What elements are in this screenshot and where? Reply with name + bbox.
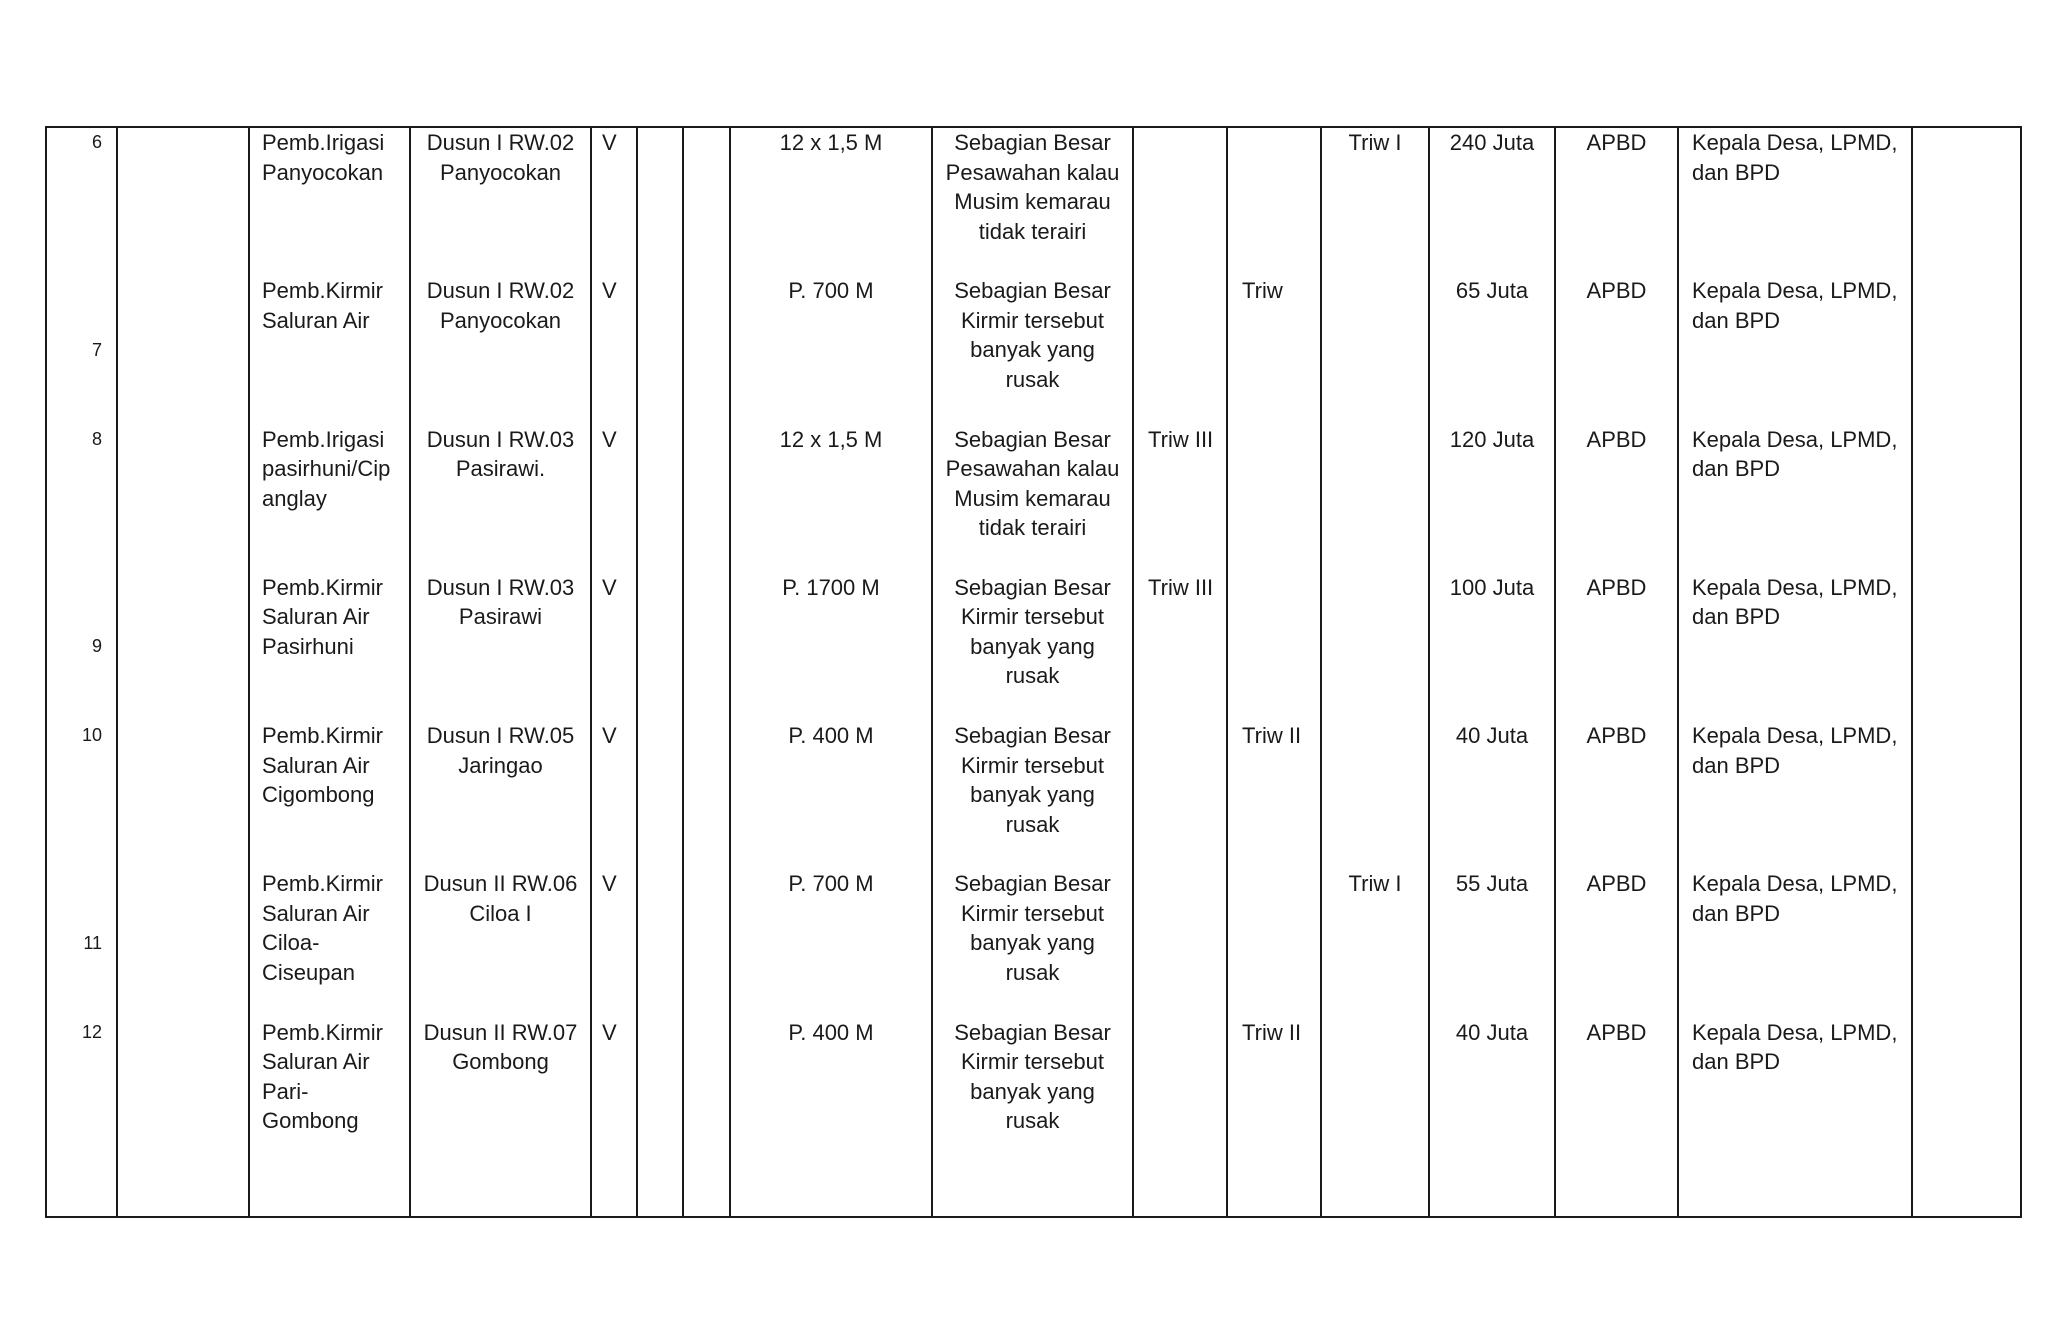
empty-cell (1912, 127, 2021, 276)
check-mark-cell: V (591, 1018, 637, 1166)
funding-source-cell: APBD (1555, 425, 1678, 573)
empty-cell (637, 869, 683, 1017)
empty-cell (932, 1166, 1133, 1217)
funding-source-cell: APBD (1555, 1018, 1678, 1166)
schedule-cell-c (1321, 573, 1429, 721)
budget-cell: 240 Juta (1429, 127, 1555, 276)
budget-cell: 40 Juta (1429, 721, 1555, 869)
activity-cell: Pemb.Kirmir Saluran Air Pari- Gombong (249, 1018, 410, 1166)
empty-cell (1133, 1166, 1227, 1217)
activity-cell: Pemb.Kirmir Saluran Air Cigombong (249, 721, 410, 869)
program-table (45, 126, 2022, 1218)
schedule-cell-a (1133, 1018, 1227, 1166)
empty-cell (637, 1166, 683, 1217)
empty-cell (730, 1166, 932, 1217)
schedule-cell-c (1321, 276, 1429, 424)
schedule-cell-c (1321, 425, 1429, 573)
location-cell: Dusun II RW.06 Ciloa I (410, 869, 591, 1017)
schedule-cell-b (1227, 573, 1321, 721)
schedule-cell-c: Triw I (1321, 869, 1429, 1017)
empty-cell (117, 721, 249, 869)
volume-cell: P. 1700 M (730, 573, 932, 721)
description-cell: Sebagian Besar Kirmir tersebut banyak yang rusak (932, 1018, 1133, 1166)
empty-cell (1912, 1166, 2021, 1217)
empty-cell (683, 425, 730, 573)
empty-cell (1678, 1166, 1912, 1217)
row-number: 10 (46, 721, 117, 869)
activity-cell: Pemb.Kirmir Saluran Air Pasirhuni (249, 573, 410, 721)
table-row (46, 276, 2021, 424)
funding-source-cell: APBD (1555, 276, 1678, 424)
activity-cell: Pemb.Irigasi Panyocokan (249, 127, 410, 276)
table-row (46, 573, 2021, 721)
schedule-cell-b (1227, 425, 1321, 573)
empty-cell (683, 573, 730, 721)
location-cell: Dusun II RW.07 Gombong (410, 1018, 591, 1166)
volume-cell: 12 x 1,5 M (730, 127, 932, 276)
description-cell: Sebagian Besar Kirmir tersebut banyak yang rusak (932, 276, 1133, 424)
funding-source-cell: APBD (1555, 573, 1678, 721)
empty-cell (683, 1018, 730, 1166)
volume-cell: P. 400 M (730, 721, 932, 869)
row-number: 7 (46, 276, 117, 424)
empty-cell (249, 1166, 410, 1217)
budget-cell: 65 Juta (1429, 276, 1555, 424)
budget-cell: 55 Juta (1429, 869, 1555, 1017)
empty-cell (1321, 1166, 1429, 1217)
table-row (46, 127, 2021, 276)
funding-source-cell: APBD (1555, 127, 1678, 276)
empty-cell (1912, 721, 2021, 869)
table-row (46, 869, 2021, 1017)
empty-cell (1912, 276, 2021, 424)
funding-source-cell: APBD (1555, 721, 1678, 869)
schedule-cell-b: Triw (1227, 276, 1321, 424)
description-cell: Sebagian Besar Kirmir tersebut banyak yang rusak (932, 573, 1133, 721)
empty-cell (1227, 1166, 1321, 1217)
budget-cell: 120 Juta (1429, 425, 1555, 573)
implementer-cell: Kepala Desa, LPMD, dan BPD (1678, 1018, 1912, 1166)
empty-cell (410, 1166, 591, 1217)
empty-cell (1912, 573, 2021, 721)
schedule-cell-a (1133, 276, 1227, 424)
empty-cell (117, 1166, 249, 1217)
volume-cell: 12 x 1,5 M (730, 425, 932, 573)
location-cell: Dusun I RW.03 Pasirawi (410, 573, 591, 721)
implementer-cell: Kepala Desa, LPMD, dan BPD (1678, 721, 1912, 869)
schedule-cell-a (1133, 869, 1227, 1017)
empty-cell (117, 276, 249, 424)
empty-cell (117, 869, 249, 1017)
table-row (46, 1018, 2021, 1166)
activity-cell: Pemb.Kirmir Saluran Air Ciloa- Ciseupan (249, 869, 410, 1017)
empty-cell (117, 425, 249, 573)
row-number: 12 (46, 1018, 117, 1166)
schedule-cell-a (1133, 127, 1227, 276)
schedule-cell-b: Triw II (1227, 721, 1321, 869)
location-cell: Dusun I RW.05 Jaringao (410, 721, 591, 869)
empty-cell (637, 573, 683, 721)
empty-cell (46, 1166, 117, 1217)
empty-cell (1912, 869, 2021, 1017)
schedule-cell-b: Triw II (1227, 1018, 1321, 1166)
empty-cell (683, 1166, 730, 1217)
volume-cell: P. 700 M (730, 276, 932, 424)
schedule-cell-b (1227, 127, 1321, 276)
volume-cell: P. 400 M (730, 1018, 932, 1166)
description-cell: Sebagian Besar Pesawahan kalau Musim kemarau tidak terairi (932, 127, 1133, 276)
budget-cell: 40 Juta (1429, 1018, 1555, 1166)
empty-cell (117, 1018, 249, 1166)
location-cell: Dusun I RW.03 Pasirawi. (410, 425, 591, 573)
row-number: 8 (46, 425, 117, 573)
schedule-cell-a: Triw III (1133, 425, 1227, 573)
schedule-cell-c: Triw I (1321, 127, 1429, 276)
empty-cell (637, 276, 683, 424)
empty-cell (637, 721, 683, 869)
empty-cell (591, 1166, 637, 1217)
schedule-cell-c (1321, 721, 1429, 869)
check-mark-cell: V (591, 721, 637, 869)
empty-cell (1912, 1018, 2021, 1166)
check-mark-cell: V (591, 869, 637, 1017)
row-number: 11 (46, 869, 117, 1017)
implementer-cell: Kepala Desa, LPMD, dan BPD (1678, 276, 1912, 424)
implementer-cell: Kepala Desa, LPMD, dan BPD (1678, 127, 1912, 276)
schedule-cell-a: Triw III (1133, 573, 1227, 721)
funding-source-cell: APBD (1555, 869, 1678, 1017)
check-mark-cell: V (591, 573, 637, 721)
schedule-cell-b (1227, 869, 1321, 1017)
check-mark-cell: V (591, 276, 637, 424)
empty-cell (683, 869, 730, 1017)
empty-cell (1912, 425, 2021, 573)
location-cell: Dusun I RW.02 Panyocokan (410, 127, 591, 276)
schedule-cell-a (1133, 721, 1227, 869)
check-mark-cell: V (591, 127, 637, 276)
empty-cell (683, 721, 730, 869)
empty-cell (1555, 1166, 1678, 1217)
activity-cell: Pemb.Irigasi pasirhuni/Cip anglay (249, 425, 410, 573)
empty-cell (683, 127, 730, 276)
volume-cell: P. 700 M (730, 869, 932, 1017)
empty-cell (637, 127, 683, 276)
empty-cell (683, 276, 730, 424)
description-cell: Sebagian Besar Kirmir tersebut banyak yang rusak (932, 869, 1133, 1017)
implementer-cell: Kepala Desa, LPMD, dan BPD (1678, 573, 1912, 721)
budget-cell: 100 Juta (1429, 573, 1555, 721)
empty-cell (637, 1018, 683, 1166)
row-number: 6 (46, 127, 117, 276)
description-cell: Sebagian Besar Pesawahan kalau Musim kemarau tidak terairi (932, 425, 1133, 573)
activity-cell: Pemb.Kirmir Saluran Air (249, 276, 410, 424)
table-row (46, 721, 2021, 869)
description-cell: Sebagian Besar Kirmir tersebut banyak yang rusak (932, 721, 1133, 869)
empty-cell (637, 425, 683, 573)
table-row (46, 425, 2021, 573)
location-cell: Dusun I RW.02 Panyocokan (410, 276, 591, 424)
empty-cell (117, 127, 249, 276)
empty-cell (1429, 1166, 1555, 1217)
schedule-cell-c (1321, 1018, 1429, 1166)
empty-cell (117, 573, 249, 721)
implementer-cell: Kepala Desa, LPMD, dan BPD (1678, 869, 1912, 1017)
implementer-cell: Kepala Desa, LPMD, dan BPD (1678, 425, 1912, 573)
table-filler-row (46, 1166, 2021, 1217)
row-number: 9 (46, 573, 117, 721)
check-mark-cell: V (591, 425, 637, 573)
